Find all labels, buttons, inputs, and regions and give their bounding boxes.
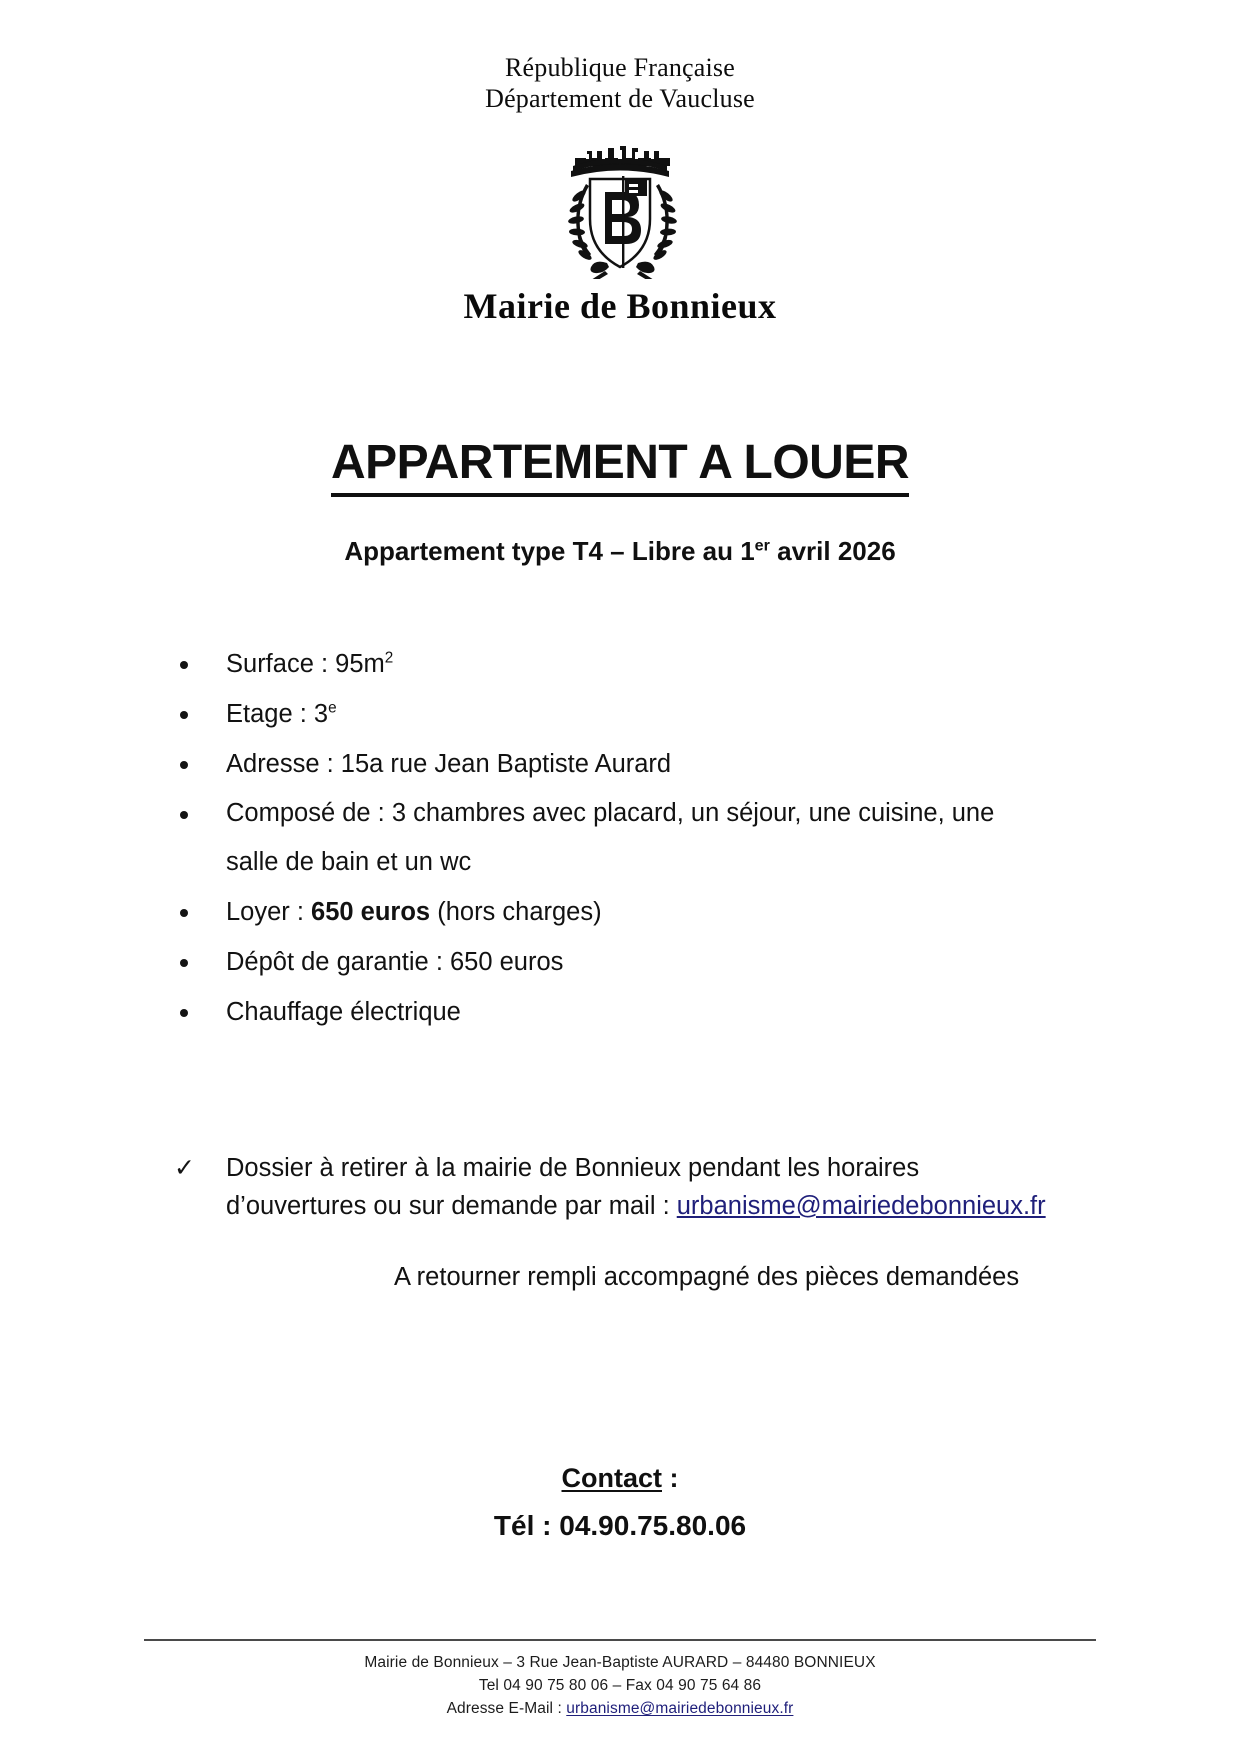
emblem-container: [0, 124, 1240, 279]
footer-email-label: Adresse E-Mail :: [446, 1700, 567, 1717]
email-link[interactable]: urbanisme@mairiedebonnieux.fr: [676, 1192, 1046, 1220]
department-line: Département de Vaucluse: [485, 84, 755, 113]
feature-text-after: (hors charges): [430, 898, 602, 926]
contact-label-colon: :: [662, 1463, 679, 1493]
republic-line: République Française: [505, 53, 735, 82]
contact-phone: Tél : 04.90.75.80.06: [493, 1510, 747, 1541]
instruction-dossier: [168, 1149, 1048, 1225]
list-item-surface: [168, 639, 1028, 689]
feature-text: Chauffage électrique: [226, 998, 461, 1026]
page-footer: [0, 1639, 1240, 1720]
subtitle-before: Appartement type T4 – Libre au 1: [344, 536, 755, 566]
page-subtitle: [0, 536, 1240, 567]
page-title-text: APPARTEMENT A LOUER: [331, 436, 909, 497]
footer-phone-fax: Tel 04 90 75 80 06 – Fax 04 90 75 64 86: [478, 1677, 762, 1694]
feature-text: Dépôt de garantie : 650 euros: [226, 948, 564, 976]
mairie-title: Mairie de Bonnieux: [463, 286, 777, 326]
feature-text: Composé de : 3 chambres avec placard, un séjour, une cuisine, une salle de bain et un wc: [226, 799, 995, 876]
list-item-deposit: [168, 937, 1028, 987]
list-item-address: [168, 739, 1028, 789]
feature-superscript: e: [328, 699, 337, 717]
list-item-heating: [168, 987, 1028, 1037]
list-item-floor: [168, 689, 1028, 739]
contact-section: [0, 1463, 1240, 1542]
page-title: [0, 435, 1240, 490]
instructions-section: [168, 1149, 1048, 1295]
feature-text: Surface : 95m: [226, 650, 385, 678]
feature-text: Loyer :: [226, 898, 312, 926]
footer-email-link[interactable]: urbanisme@mairiedebonnieux.fr: [566, 1700, 794, 1717]
contact-heading: [0, 1463, 1240, 1494]
letterhead: [0, 0, 1240, 327]
feature-text: Adresse : 15a rue Jean Baptiste Aurard: [226, 750, 672, 778]
list-item-composition: [168, 789, 1028, 887]
feature-text: Etage : 3: [226, 700, 329, 728]
footer-divider: [144, 1639, 1096, 1641]
apartment-features-list: [168, 639, 1028, 1037]
feature-superscript: 2: [384, 649, 394, 667]
subtitle-ordinal: er: [754, 536, 770, 555]
list-item-rent: [168, 887, 1028, 937]
contact-label-text: Contact: [561, 1463, 662, 1493]
instruction-text: Dossier à retirer à la mairie de Bonnieux pendant les horaires d’ouvertures ou sur demande par mail :: [226, 1154, 920, 1220]
subtitle-after: avril 2026: [769, 536, 896, 566]
footer-address: Mairie de Bonnieux – 3 Rue Jean-Baptiste AURARD – 84480 BONNIEUX: [364, 1654, 876, 1671]
footer-email-line: [0, 1697, 1240, 1720]
check-icon: ✓: [174, 1154, 195, 1182]
instruction-return-note: A retourner rempli accompagné des pièces demandées: [394, 1263, 1020, 1291]
rent-amount: 650 euros: [311, 898, 431, 926]
coat-of-arms-icon: [545, 124, 695, 279]
